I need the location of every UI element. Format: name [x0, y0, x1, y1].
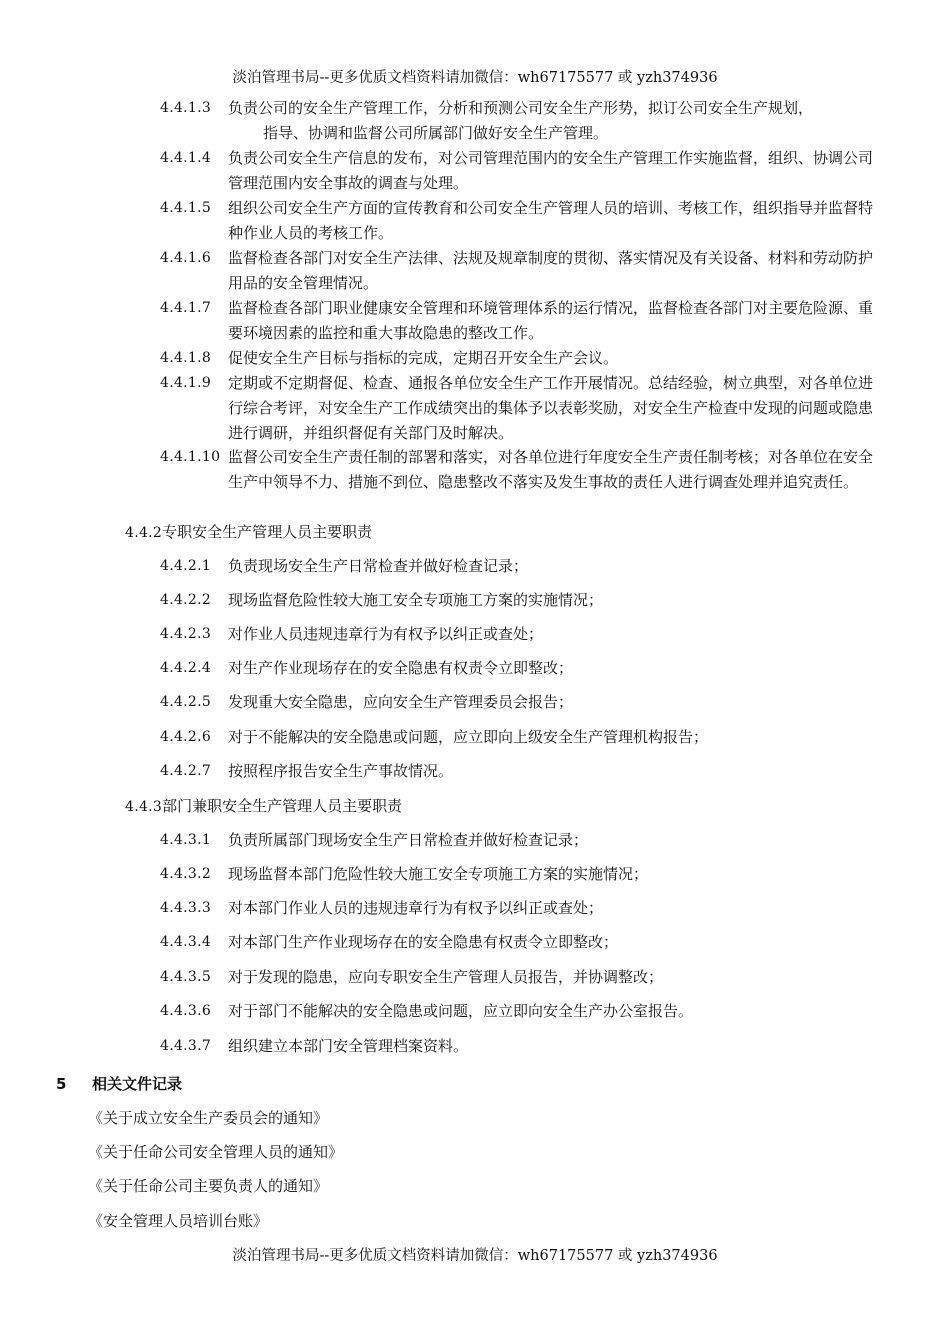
item-number: 4.4.1.7 — [160, 300, 212, 316]
item-text: 负责所属部门现场安全生产日常检查并做好检查记录； — [228, 831, 589, 849]
item-number: 4.4.1.8 — [160, 350, 212, 366]
item-text: 对于发现的隐患，应向专职安全生产管理人员报告，并协调整改； — [228, 968, 664, 986]
item-text: 发现重大安全隐患，应向安全生产管理委员会报告； — [228, 693, 574, 711]
list-item — [160, 554, 885, 579]
item-text: 组织公司安全生产方面的宣传教育和公司安全生产管理人员的培训、考核工作，组织指导并监督特种作业人员的考核工作。 — [228, 199, 874, 242]
item-text: 负责公司安全生产信息的发布，对公司管理范围内的安全生产管理工作实施监督，组织、协调公司管理范围内安全事故的调查与处理。 — [228, 149, 874, 192]
list-item — [160, 346, 885, 371]
reference-document: 《关于任命公司主要负责人的通知》 — [88, 1177, 329, 1195]
list-item — [160, 146, 885, 196]
section-heading-4-4-3 — [125, 794, 402, 820]
list-item — [160, 588, 885, 613]
list-item — [160, 828, 885, 853]
item-number: 4.4.3.3 — [160, 900, 212, 916]
list-item — [160, 896, 885, 921]
item-number: 4.4.3.7 — [160, 1038, 212, 1054]
item-text-continuation: 指导、协调和监督公司所属部门做好安全生产管理。 — [263, 124, 609, 142]
list-item — [160, 930, 885, 955]
section-heading-5 — [56, 1072, 182, 1096]
list-item — [160, 445, 885, 495]
item-number: 4.4.2.5 — [160, 694, 212, 710]
item-text: 组织建立本部门安全管理档案资料。 — [228, 1037, 469, 1055]
section-number: 4.4.2 — [125, 525, 163, 541]
item-text: 对于部门不能解决的安全隐患或问题，应立即向安全生产办公室报告。 — [228, 1002, 694, 1020]
list-item — [160, 1034, 885, 1059]
item-number: 4.4.1.10 — [160, 449, 221, 465]
list-item — [160, 371, 885, 446]
list-item — [160, 296, 885, 346]
item-number: 4.4.2.1 — [160, 558, 212, 574]
reference-document: 《关于任命公司安全管理人员的通知》 — [88, 1143, 344, 1161]
item-number: 4.4.3.6 — [160, 1003, 212, 1019]
page-footer: 淡泊管理书局--更多优质文档资料请加微信：wh67175577 或 yzh374936 — [232, 1248, 718, 1264]
list-item — [160, 690, 885, 715]
item-text: 监督公司安全生产责任制的部署和落实，对各单位进行年度安全生产责任制考核；对各单位在安全生产中领导不力、措施不到位、隐患整改不落实及发生事故的责任人进行调查处理并追究责任。 — [228, 448, 874, 491]
item-text: 监督检查各部门职业健康安全管理和环境管理体系的运行情况，监督检查各部门对主要危险源、重要环境因素的监控和重大事故隐患的整改工作。 — [228, 299, 874, 342]
item-text: 负责公司的安全生产管理工作，分析和预测公司安全生产形势，拟订公司安全生产规划， — [228, 99, 814, 117]
section-number: 4.4.3 — [125, 799, 163, 815]
item-text: 对作业人员违规违章行为有权予以纠正或查处； — [228, 625, 544, 643]
item-number: 4.4.3.4 — [160, 934, 212, 950]
item-text: 对于不能解决的安全隐患或问题，应立即向上级安全生产管理机构报告； — [228, 728, 709, 746]
item-number: 4.4.1.9 — [160, 375, 212, 391]
item-number: 4.4.2.6 — [160, 729, 212, 745]
list-item — [160, 246, 885, 296]
section-number: 5 — [56, 1075, 67, 1093]
section-title: 专职安全生产管理人员主要职责 — [162, 523, 373, 541]
reference-document: 《安全管理人员培训台账》 — [88, 1212, 269, 1230]
section-title: 相关文件记录 — [92, 1075, 183, 1093]
list-item — [160, 725, 885, 750]
item-number: 4.4.3.2 — [160, 866, 212, 882]
item-number: 4.4.1.6 — [160, 250, 212, 266]
item-number: 4.4.3.5 — [160, 969, 212, 985]
list-item — [160, 759, 885, 784]
item-text: 定期或不定期督促、检查、通报各单位安全生产工作开展情况。总结经验，树立典型，对各单位进行综合考评，对安全生产工作成绩突出的集体予以表彰奖励，对安全生产检查中发现的问题或隐患进行调研，并组织督促有关部门及时解决。 — [228, 374, 874, 442]
item-text: 对本部门生产作业现场存在的安全隐患有权责令立即整改； — [228, 933, 619, 951]
item-text: 促使安全生产目标与指标的完成，定期召开安全生产会议。 — [228, 349, 619, 367]
item-number: 4.4.1.5 — [160, 200, 212, 216]
item-number: 4.4.2.7 — [160, 763, 212, 779]
item-text: 现场监督危险性较大施工安全专项施工方案的实施情况； — [228, 591, 604, 609]
item-number: 4.4.2.2 — [160, 592, 212, 608]
item-text: 现场监督本部门危险性较大施工安全专项施工方案的实施情况； — [228, 865, 649, 883]
item-number: 4.4.1.3 — [160, 100, 212, 116]
item-text: 对生产作业现场存在的安全隐患有权责令立即整改； — [228, 659, 574, 677]
item-text: 负责现场安全生产日常检查并做好检查记录； — [228, 557, 529, 575]
list-item — [160, 862, 885, 887]
item-text: 监督检查各部门对安全生产法律、法规及规章制度的贯彻、落实情况及有关设备、材料和劳动防护用品的安全管理情况。 — [228, 249, 874, 292]
list-item — [160, 999, 885, 1024]
list-item — [160, 96, 885, 146]
section-title: 部门兼职安全生产管理人员主要职责 — [162, 797, 403, 815]
page-header: 淡泊管理书局--更多优质文档资料请加微信：wh67175577 或 yzh374936 — [232, 70, 718, 86]
reference-document: 《关于成立安全生产委员会的通知》 — [88, 1109, 329, 1127]
list-item — [160, 196, 885, 246]
item-number: 4.4.2.4 — [160, 660, 212, 676]
list-item — [160, 622, 885, 647]
item-text: 按照程序报告安全生产事故情况。 — [228, 762, 454, 780]
list-item — [160, 965, 885, 990]
item-number: 4.4.2.3 — [160, 626, 212, 642]
list-item — [160, 656, 885, 681]
item-number: 4.4.1.4 — [160, 150, 212, 166]
section-heading-4-4-2 — [125, 520, 372, 546]
item-number: 4.4.3.1 — [160, 832, 212, 848]
item-text: 对本部门作业人员的违规违章行为有权予以纠正或查处； — [228, 899, 604, 917]
